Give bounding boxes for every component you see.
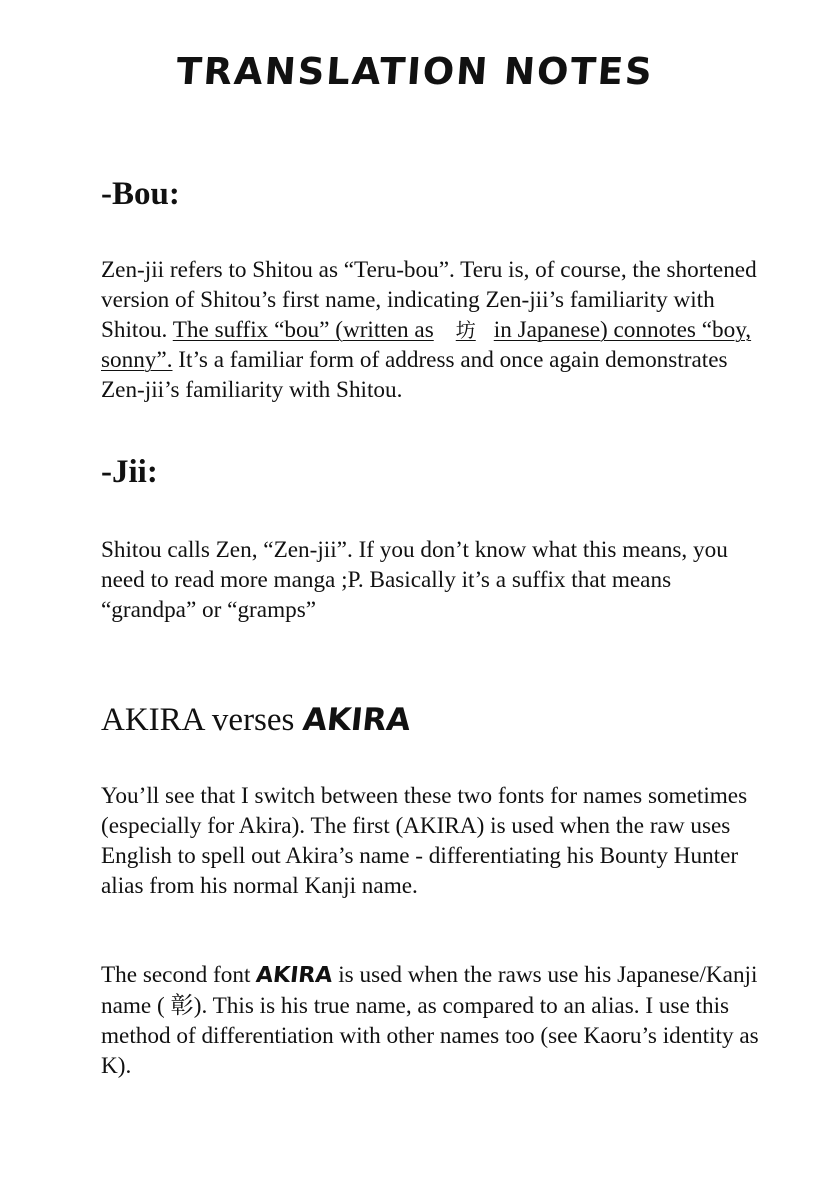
page-title: TRANSLATION NOTES (174, 50, 656, 93)
paragraph-bou-text: Zen-jii refers to Shitou as “Teru-bou”. Teru is, of course, the shortened version of Shitou’s first name, indicating Zen-jii’s familiarity with Shitou. (101, 257, 757, 343)
section-heading-akira (101, 698, 410, 742)
heading-akira-serif: AKIRA verses (101, 702, 295, 738)
paragraph-bou (101, 255, 761, 405)
underlined-note: The suffix “bou” (written as 坊 in Japanese) connotes “boy, sonny”. (101, 317, 752, 373)
kanji-bou: 坊 (455, 318, 476, 342)
section-heading-bou: -Bou: (101, 176, 180, 212)
paragraph-bou-text-end: It’s a familiar form of address and once again demonstrates Zen-jii’s familiarity with Shitou. (101, 347, 728, 403)
inline-akira-comic: AKIRA (254, 963, 334, 988)
kanji-akira: 彰 (170, 993, 194, 1019)
paragraph-akira-2: The second font AKIRA is used when the raws use his Japanese/Kanji name ( 彰). This is his true name, as compared to an alias. I use this method of differentiation with other names too (see Kaoru’s identity as K). (101, 962, 759, 1079)
heading-akira-comic: AKIRA (300, 702, 412, 738)
paragraph-jii: Shitou calls Zen, “Zen-jii”. If you don’t know what this means, you need to read more manga ;P. Basically it’s a suffix that means “grandpa” or “gramps” (101, 537, 728, 623)
paragraph-akira-1: You’ll see that I switch between these two fonts for names sometimes (especially for Akira). The first (AKIRA) is used when the raw uses English to spell out Akira’s name - differentiating his Bounty Hunter alias from his normal Kanji name. (101, 783, 748, 899)
section-heading-jii: -Jii: (101, 454, 158, 490)
